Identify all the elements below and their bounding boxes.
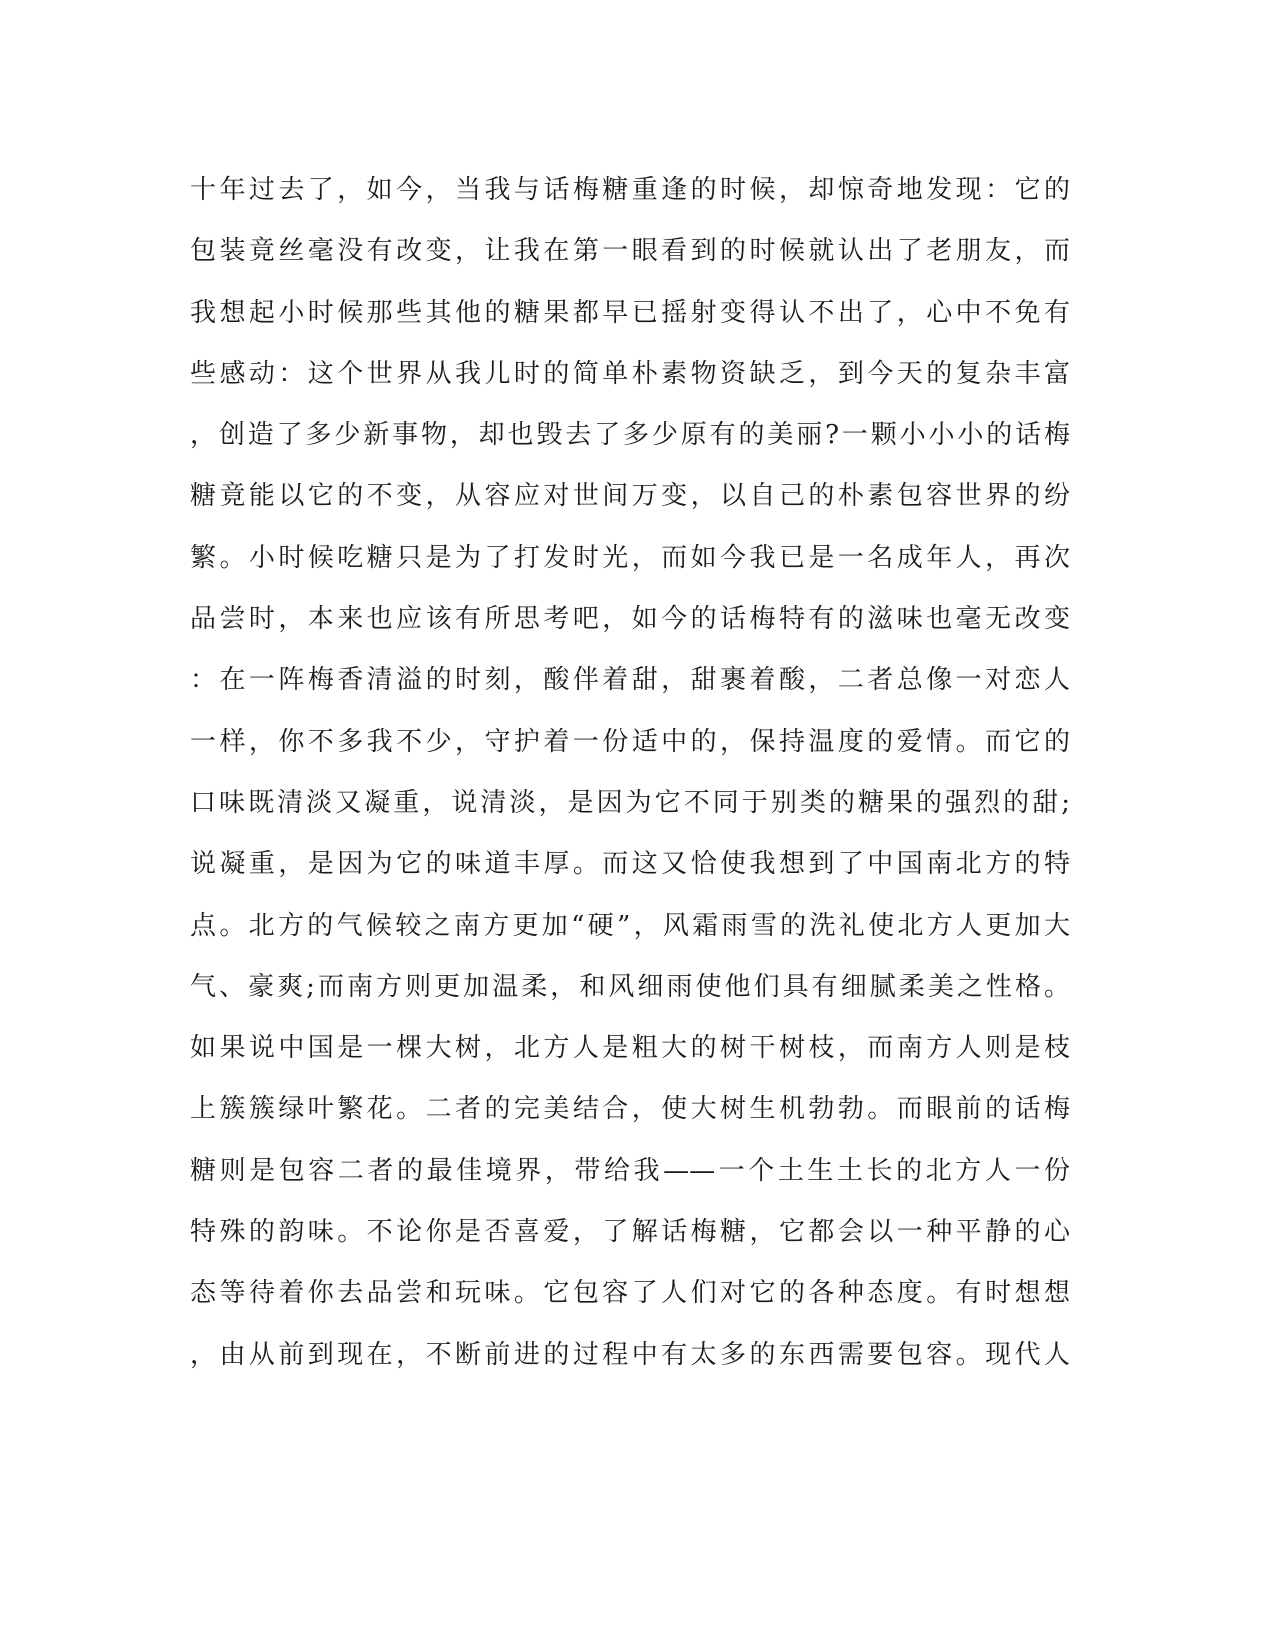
text-line: 口味既清淡又凝重，说清淡，是因为它不同于别类的糖果的强烈的甜; — [190, 787, 1070, 818]
text-line: 包装竟丝毫没有改变，让我在第一眼看到的时候就认出了老朋友，而 — [190, 236, 1070, 267]
text-line: ，创造了多少新事物，却也毁去了多少原有的美丽?一颗小小小的话梅 — [190, 420, 1070, 451]
text-line: 我想起小时候那些其他的糖果都早已摇射变得认不出了，心中不免有 — [190, 297, 1070, 328]
text-line: 特殊的韵味。不论你是否喜爱，了解话梅糖，它都会以一种平静的心 — [190, 1217, 1070, 1248]
text-line: 些感动：这个世界从我儿时的简单朴素物资缺乏，到今天的复杂丰富 — [190, 358, 1070, 389]
text-line: 说凝重，是因为它的味道丰厚。而这又恰使我想到了中国南北方的特 — [190, 849, 1070, 880]
text-line: 糖竟能以它的不变，从容应对世间万变，以自己的朴素包容世界的纷 — [190, 481, 1070, 512]
text-line: ：在一阵梅香清溢的时刻，酸伴着甜，甜裹着酸，二者总像一对恋人 — [190, 665, 1070, 696]
text-line: 一样，你不多我不少，守护着一份适中的，保持温度的爱情。而它的 — [190, 726, 1070, 757]
text-line: 点。北方的气候较之南方更加“硬”，风霜雨雪的洗礼使北方人更加大 — [190, 910, 1070, 941]
text-line: 气、豪爽;而南方则更加温柔，和风细雨使他们具有细腻柔美之性格。 — [190, 971, 1070, 1002]
text-line: 繁。小时候吃糖只是为了打发时光，而如今我已是一名成年人，再次 — [190, 542, 1070, 573]
text-line: 糖则是包容二者的最佳境界，带给我——一个土生土长的北方人一份 — [190, 1155, 1070, 1186]
text-line: 态等待着你去品尝和玩味。它包容了人们对它的各种态度。有时想想 — [190, 1278, 1070, 1309]
text-line: 如果说中国是一棵大树，北方人是粗大的树干树枝，而南方人则是枝 — [190, 1033, 1070, 1064]
text-line: 十年过去了，如今，当我与话梅糖重逢的时候，却惊奇地发现：它的 — [190, 175, 1070, 205]
text-line: 品尝时，本来也应该有所思考吧，如今的话梅特有的滋味也毫无改变 — [190, 604, 1070, 635]
text-line: ，由从前到现在，不断前进的过程中有太多的东西需要包容。现代人 — [190, 1339, 1070, 1370]
text-line: 上簇簇绿叶繁花。二者的完美结合，使大树生机勃勃。而眼前的话梅 — [190, 1094, 1070, 1125]
body-paragraph — [190, 160, 1070, 1386]
